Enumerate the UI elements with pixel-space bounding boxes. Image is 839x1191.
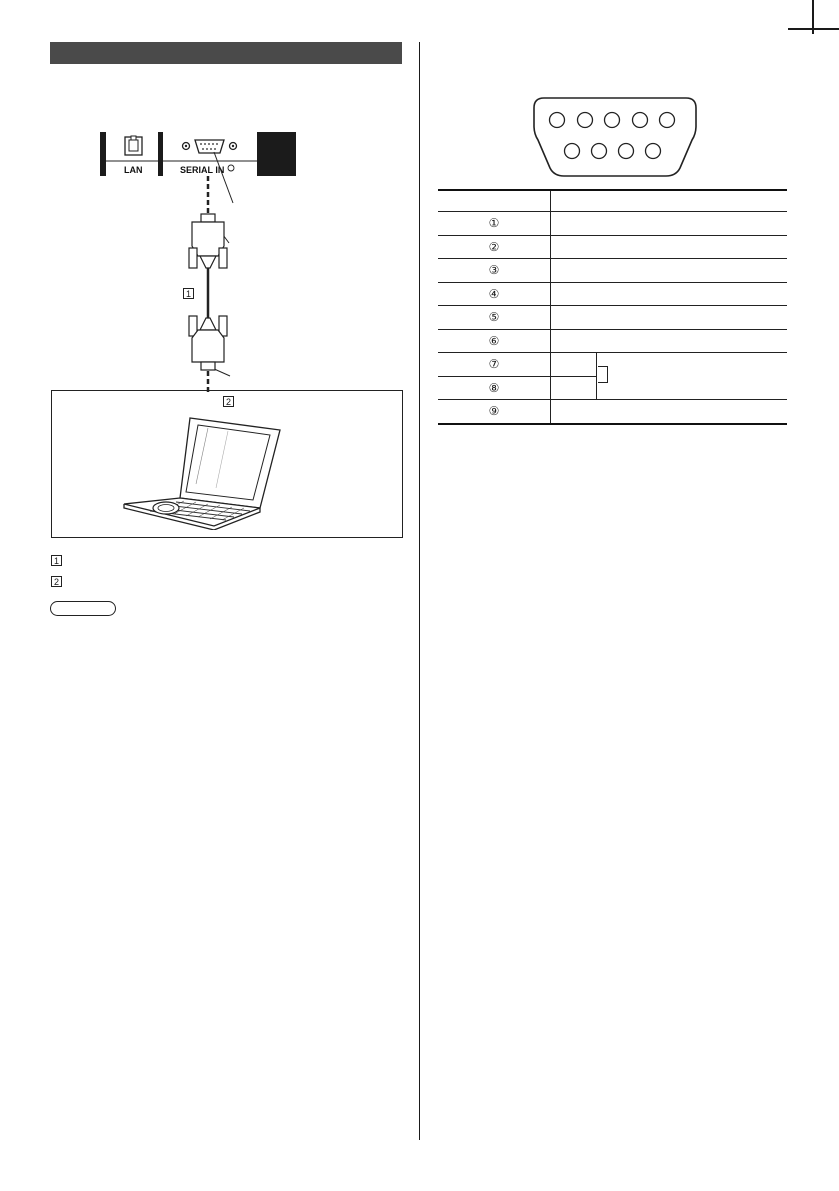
table-row (438, 329, 787, 353)
pin-6 (565, 144, 580, 159)
table-header-row (438, 190, 787, 212)
note-badge (50, 601, 116, 616)
dsub-9pin-diagram (530, 96, 700, 178)
crop-mark-horizontal (788, 28, 839, 30)
table-row (438, 353, 787, 377)
pin-number-cell: ⑨ (438, 400, 551, 424)
pin-5 (660, 113, 675, 128)
pin-number-cell: ⑥ (438, 329, 551, 353)
legend-number-2: 2 (51, 576, 62, 587)
lan-label: LAN (124, 165, 143, 175)
legend-number-1: 1 (51, 555, 62, 566)
pin-assignment-table (438, 189, 787, 425)
pins-7-8-bracket (598, 366, 608, 383)
pin-number-cell: ⑤ (438, 306, 551, 330)
callout-cable-number: 1 (183, 288, 194, 299)
table-row (438, 282, 787, 306)
table-row (438, 235, 787, 259)
table-row (438, 306, 787, 330)
column-divider (419, 42, 420, 1140)
pin-number-cell: ③ (438, 259, 551, 283)
bottom-dsub-connector (189, 316, 227, 370)
table-row (438, 400, 787, 424)
pin-number-cell: ② (438, 235, 551, 259)
pin-number-cell: ① (438, 212, 551, 236)
pin-2 (578, 113, 593, 128)
serial-in-label: SERIAL IN (180, 165, 225, 175)
pin-number-cell: ⑧ (438, 376, 551, 400)
pin-number-cell: ④ (438, 282, 551, 306)
pin-number-cell: ⑦ (438, 353, 551, 377)
pin-1 (550, 113, 565, 128)
pin-4 (633, 113, 648, 128)
laptop-icon (118, 412, 290, 530)
top-dsub-connector (189, 214, 227, 268)
pin-9 (646, 144, 661, 159)
pin-3 (605, 113, 620, 128)
pin-7 (592, 144, 607, 159)
table-row (438, 259, 787, 283)
pin-8 (619, 144, 634, 159)
table-row (438, 212, 787, 236)
rs232c-cable-drawing (180, 176, 240, 392)
section-header-bar (50, 42, 402, 64)
callout-pc-number: 2 (223, 396, 234, 407)
lan-port-icon (125, 136, 142, 155)
